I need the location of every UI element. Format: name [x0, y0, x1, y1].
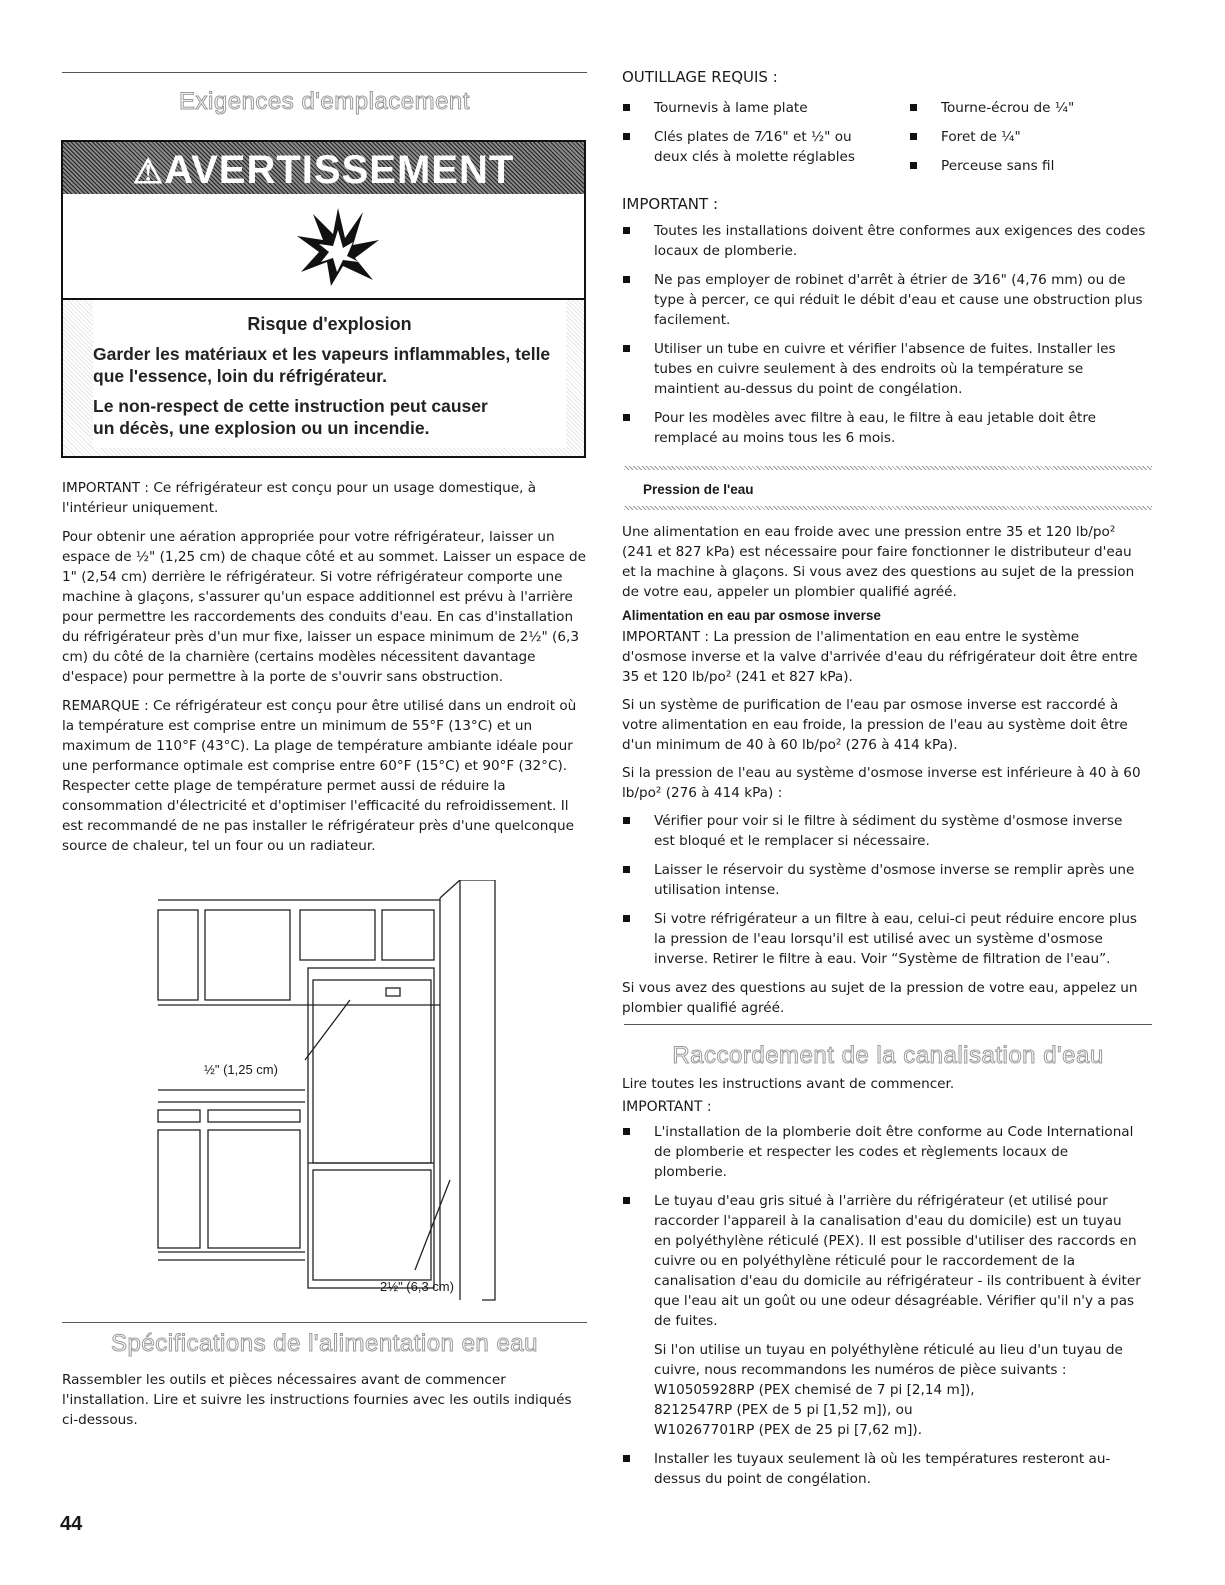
pressure-para: Une alimentation en eau froide avec une pression entre 35 et 120 lb/po² (241 et 827 kPa) est nécessaire pour faire fonctionner le distributeur d'eau et la machine à glaçons. Si vous avez des questions au sujet de la pression de votre eau, appeler un plombier qualifié agréé.: [622, 524, 1135, 600]
ro-item: Vérifier pour voir si le filtre à sédiment du système d'osmose inverse est bloqué et le remplacer si nécessaire.: [622, 811, 1142, 851]
warning-line-2: Le non-respect de cette instruction peut causer un décès, une explosion ou un incendie.: [93, 396, 488, 438]
section-rule-connect: [624, 1024, 1152, 1025]
ro-heading: Alimentation en eau par osmose inverse: [622, 608, 881, 623]
important-item: Pour les modèles avec filtre à eau, le filtre à eau jetable doit être remplacé au moins tous les 6 mois.: [622, 408, 1152, 448]
ro-para-3: Si la pression de l'eau au système d'osmose inverse est inférieure à 40 à 60 lb/po² (276 à 414 kPa) :: [622, 765, 1141, 801]
important-heading: IMPORTANT :: [622, 195, 719, 213]
ro-list: [622, 811, 1142, 969]
tools-heading: OUTILLAGE REQUIS :: [622, 68, 778, 86]
part-number: W10505928RP (PEX chemisé de 7 pi [2,14 m]),: [654, 1382, 975, 1398]
tool-item: Tournevis à lame plate: [622, 98, 909, 118]
tool-item: Perceuse sans fil: [909, 156, 1149, 176]
important-item: Utiliser un tube en cuivre et vérifier l'absence de fuites. Installer les tubes en cuivre seulement à des endroits où la température se maintient au-dessus du point de congélation.: [622, 339, 1152, 399]
important-item: Ne pas employer de robinet d'arrêt à étrier de 3⁄16" (4,76 mm) ou de type à percer, ce qui réduit le débit d'eau et cause une obstruction plus facilement.: [622, 270, 1152, 330]
part-number: 8212547RP (PEX de 5 pi [1,52 m]), ou: [654, 1402, 913, 1418]
warning-banner: [63, 142, 584, 194]
remarque-text: Ce réfrigérateur est conçu pour être utilisé dans un endroit où la température est comprise entre un minimum de 55°F (13°C) et un maximum de 110°F (43°C). La plage de température ambiante idéale pour une performance optimale est comprise entre 60°F (15°C) et 90°F (32°C). Respecter cette plage de température permet aussi de réduire la consommation d'électricité et d'optimiser l'efficacité du refroidissement. Il est recommandé de ne pas installer le réfrigérateur près d'une quelconque source de chaleur, tel un four ou un radiateur.: [62, 698, 577, 854]
tools-list-1: [622, 98, 909, 185]
connect-item-text: Le tuyau d'eau gris situé à l'arrière du réfrigérateur (et utilisé pour raccorder l'appareil à la canalisation d'eau du domicile) est un tuyau en polyéthylène réticulé (PEX). Il est possible d'utiliser des raccords en cuivre ou en polyéthylène réticulé pour le raccordement de la canalisation d'eau du domicile au réfrigérateur - ils contribuent à éviter que l'eau ait un goût ou une odeur désagréable. Vérifier qu'il n'y a pas de fuites.: [654, 1193, 1141, 1329]
para-remarque: [62, 696, 587, 856]
important-list: [622, 221, 1152, 448]
para-aeration: Pour obtenir une aération appropriée pour votre réfrigérateur, laisser un espace de ½" (1,25 cm) de chaque côté et au sommet. Laisser un espace de 1" (2,54 cm) derrière le réfrigérateur. Si votre réfrigérateur comporte une machine à glaçons, s'assurer qu'un espace additionnel est prévu à l'arrière pour permettre les raccordements des conduits d'eau. En cas d'installation du réfrigérateur près d'un mur fixe, laisser un espace minimum de 2½" (6,3 cm) du côté de la charnière (certains modèles nécessitent davantage d'espace) pour permettre à la porte de s'ouvrir sans obstruction.: [62, 529, 587, 685]
ro-para-2: Si un système de purification de l'eau par osmose inverse est raccordé à votre alimentation en eau froide, la pression de l'eau au système doit être d'un minimum de 40 à 60 lb/po² (276 à 414 kPa).: [622, 697, 1128, 753]
top-rule-left: [62, 72, 587, 73]
ro-item: Laisser le réservoir du système d'osmose inverse se remplir après une utilisation intense.: [622, 860, 1142, 900]
pressure-heading: Pression de l'eau: [643, 482, 754, 497]
hazard-title: Risque d'explosion: [247, 314, 412, 334]
pressure-rule-top: [624, 466, 1152, 470]
heading-water-connection: Raccordement de la canalisation d'eau: [672, 1042, 1104, 1069]
tool-item: Tourne-écrou de ¼": [909, 98, 1149, 118]
connect-important: IMPORTANT :: [622, 1099, 712, 1115]
connect-item: Installer les tuyaux seulement là où les températures resteront au-dessus du point de congélation.: [622, 1449, 1142, 1489]
heading-location-requirements: Exigences d'emplacement: [179, 88, 470, 115]
section-rule-water: [62, 1322, 587, 1323]
warning-triangle-icon: ⚠: [132, 153, 165, 191]
connect-item: L'installation de la plomberie doit être conforme au Code International de plomberie et respecter les codes et règlements locaux de plomberie.: [622, 1122, 1142, 1182]
important-item: Toutes les installations doivent être conformes aux exigences des codes locaux de plomberie.: [622, 221, 1152, 261]
clearance-label-top: ½" (1,25 cm): [204, 1062, 278, 1077]
tool-item: Foret de ¼": [909, 127, 1149, 147]
tools-list-2: [909, 98, 1149, 185]
ro-para-4: Si vous avez des questions au sujet de la pression de votre eau, appelez un plombier qualifié agréé.: [622, 980, 1138, 1016]
warning-box: [61, 140, 586, 458]
tool-item: Clés plates de 7⁄16" et ½" ou deux clés à molette réglables: [622, 127, 909, 167]
para-important-usage: IMPORTANT : Ce réfrigérateur est conçu pour un usage domestique, à l'intérieur uniquement.: [62, 480, 537, 516]
connect-list: [622, 1122, 1142, 1489]
part-numbers-intro: Si l'on utilise un tuyau en polyéthylène réticulé au lieu d'un tuyau de cuivre, nous recommandons les numéros de pièce suivants :: [654, 1342, 1123, 1378]
fridge-clearance-diagram: [150, 880, 500, 1310]
warning-text-area: [63, 300, 584, 456]
heading-water-supply: Spécifications de l'alimentation en eau: [110, 1330, 538, 1357]
warning-line-1: Garder les matériaux et les vapeurs inflammables, telle que l'essence, loin du réfrigérateur.: [93, 344, 551, 386]
para-tools: Rassembler les outils et pièces nécessaires avant de commencer l'installation. Lire et suivre les instructions fournies avec les outils indiqués ci-dessous.: [62, 1372, 572, 1428]
connect-intro: Lire toutes les instructions avant de commencer.: [622, 1076, 955, 1092]
explosion-icon: [293, 200, 383, 290]
warning-banner-text: AVERTISSEMENT: [164, 148, 515, 192]
pressure-rule-bottom: [624, 506, 1152, 510]
page-number: 44: [60, 1513, 83, 1535]
part-number: W10267701RP (PEX de 25 pi [7,62 m]).: [654, 1422, 923, 1438]
ro-item: Si votre réfrigérateur a un filtre à eau, celui-ci peut réduire encore plus la pression de l'eau lorsqu'il est utilisé avec un système d'osmose inverse. Retirer le filtre à eau. Voir “Système de filtration de l'eau”.: [622, 909, 1142, 969]
connect-item: [622, 1191, 1142, 1440]
ro-para-1: IMPORTANT : La pression de l'alimentation en eau entre le système d'osmose inverse et la valve d'arrivée d'eau du réfrigérateur doit être entre 35 et 120 lb/po² (241 et 827 kPa).: [622, 629, 1138, 685]
remarque-label: REMARQUE :: [62, 698, 149, 714]
clearance-label-bottom: 2½" (6,3 cm): [380, 1279, 454, 1294]
